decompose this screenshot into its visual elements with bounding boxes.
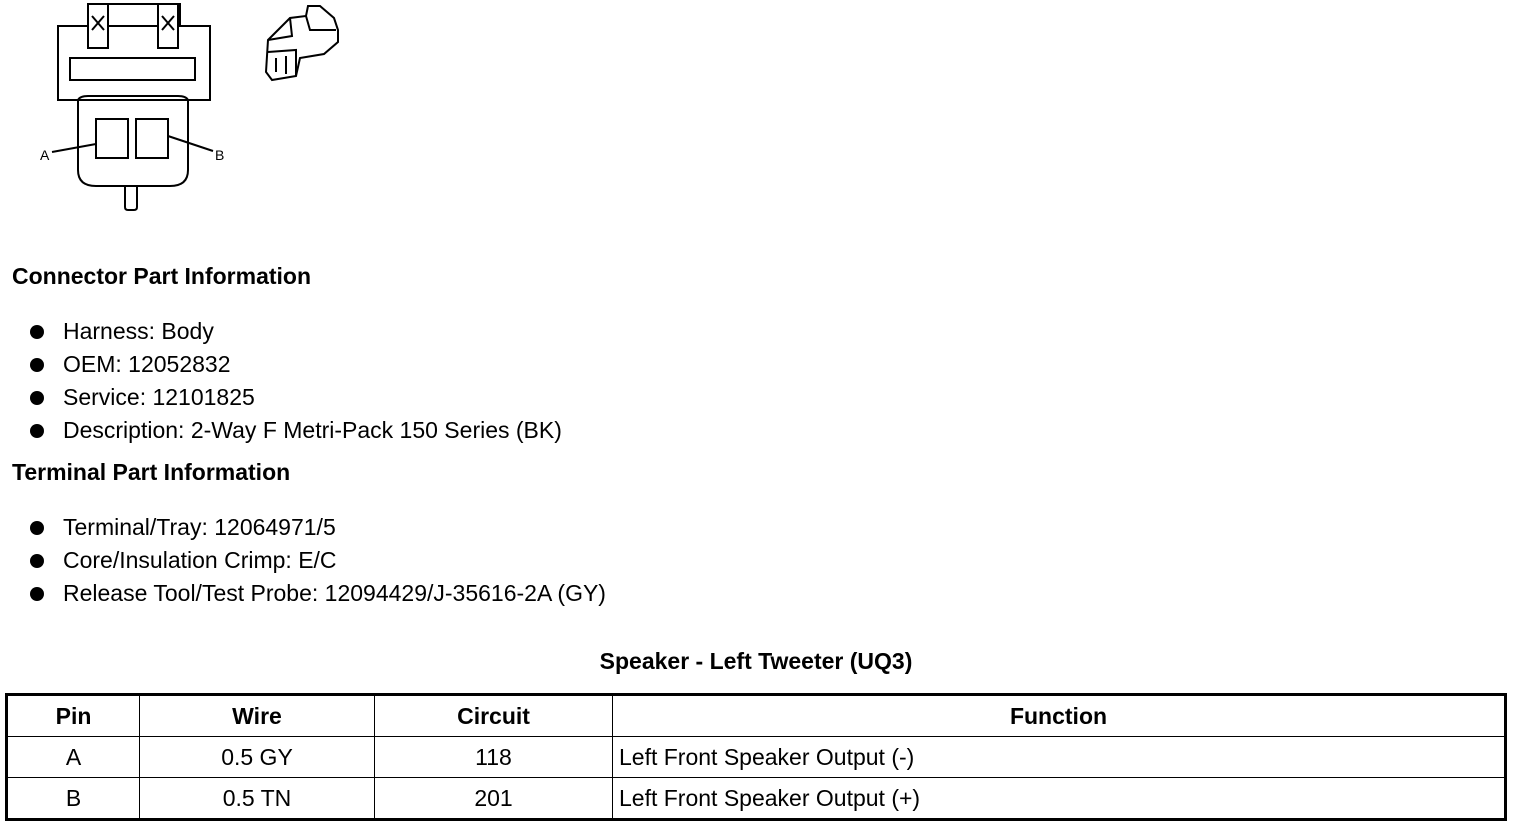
list-item: Harness: Body — [28, 315, 562, 348]
header-function: Function — [613, 695, 1506, 737]
table-caption: Speaker - Left Tweeter (UQ3) — [599, 648, 913, 674]
pin-label-b: B — [215, 147, 225, 163]
header-wire: Wire — [140, 695, 375, 737]
list-item: Core/Insulation Crimp: E/C — [28, 544, 606, 577]
cell-pin: A — [7, 737, 140, 778]
table-row — [7, 778, 1506, 820]
bullet-icon — [30, 325, 44, 339]
cell-circuit: 201 — [375, 778, 613, 820]
cell-wire: 0.5 TN — [140, 778, 375, 820]
cell-function: Left Front Speaker Output (-) — [613, 737, 1506, 778]
list-item: Description: 2-Way F Metri-Pack 150 Series (BK) — [28, 414, 562, 447]
cell-pin: B — [7, 778, 140, 820]
connector-diagram — [0, 0, 360, 230]
table-row — [7, 737, 1506, 778]
bullet-icon — [30, 587, 44, 601]
table-header-row — [7, 695, 1506, 737]
bullet-icon — [30, 358, 44, 372]
list-item: Service: 12101825 — [28, 381, 562, 414]
pin-table — [5, 693, 1507, 821]
cell-circuit: 118 — [375, 737, 613, 778]
cell-wire: 0.5 GY — [140, 737, 375, 778]
terminal-part-info-heading: Terminal Part Information — [12, 459, 291, 485]
bullet-icon — [30, 424, 44, 438]
cell-function: Left Front Speaker Output (+) — [613, 778, 1506, 820]
list-item: Release Tool/Test Probe: 12094429/J-35616-2A (GY) — [28, 577, 606, 610]
connector-part-info-list — [28, 315, 562, 447]
bullet-icon — [30, 391, 44, 405]
header-pin: Pin — [7, 695, 140, 737]
bullet-icon — [30, 554, 44, 568]
terminal-part-info-list — [28, 511, 606, 610]
bullet-icon — [30, 521, 44, 535]
list-item: Terminal/Tray: 12064971/5 — [28, 511, 606, 544]
connector-part-info-heading: Connector Part Information — [12, 263, 312, 289]
list-item: OEM: 12052832 — [28, 348, 562, 381]
pin-label-a: A — [40, 147, 50, 163]
header-circuit: Circuit — [375, 695, 613, 737]
